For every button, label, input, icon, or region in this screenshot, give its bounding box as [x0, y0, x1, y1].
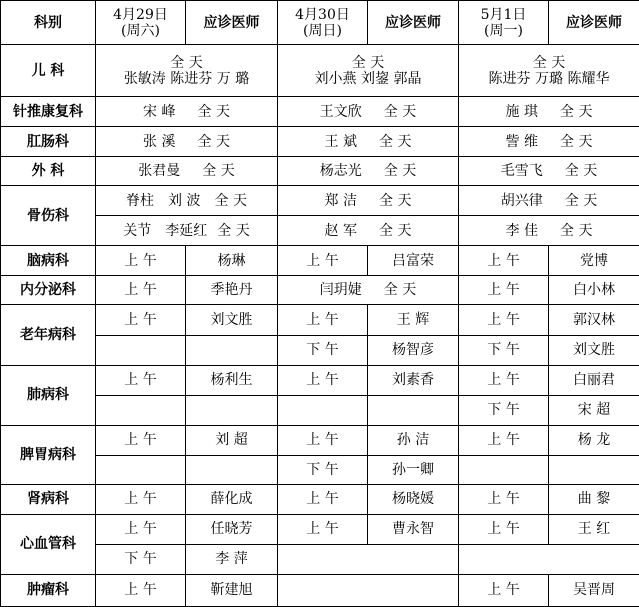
cardio-day1-pm-doctor: 李 萍 [186, 544, 278, 574]
dept-anorectal: 肛肠科 [1, 127, 96, 157]
kidney-day3-time: 上 午 [459, 484, 549, 514]
spleen-day2-doctor: 孙 洁 [368, 425, 459, 455]
spleen-day1-doctor: 刘 超 [186, 425, 278, 455]
dept-tumor: 肿瘤科 [1, 574, 96, 606]
cardio-day1-doctor: 任晓芳 [186, 514, 278, 544]
brain-day1-doctor: 杨琳 [186, 246, 278, 276]
kidney-day2-time: 上 午 [278, 484, 368, 514]
kidney-day1-time: 上 午 [96, 484, 186, 514]
spleen-day3-pm-time [459, 455, 549, 484]
table-row [1, 335, 639, 365]
header-row [1, 1, 639, 45]
brain-day2-time: 上 午 [278, 246, 368, 276]
cardio-day2-doctor: 曹永智 [368, 514, 459, 544]
acupuncture-day1: 宋 峰 全 天 [96, 97, 278, 127]
table-row [1, 514, 639, 544]
lung-day3-doctor: 白丽君 [549, 365, 639, 395]
pediatrics-day3: 全 天 陈进芬 万璐 陈耀华 [459, 45, 639, 97]
dept-geriatric: 老年病科 [1, 305, 96, 365]
dept-endocrine: 内分泌科 [1, 276, 96, 305]
tumor-day1-time: 上 午 [96, 574, 186, 606]
geriatric-day3-pm-doctor: 刘文胜 [549, 335, 639, 365]
geriatric-day1-pm-time [96, 335, 186, 365]
lung-day2-doctor: 刘素香 [368, 365, 459, 395]
brain-day1-time: 上 午 [96, 246, 186, 276]
anorectal-day1: 张 溪 全 天 [96, 127, 278, 157]
table-row [1, 246, 639, 276]
table-row [1, 97, 639, 127]
table-row [1, 484, 639, 514]
endocrine-day3-time: 上 午 [459, 276, 549, 305]
dept-header: 科别 [1, 1, 96, 45]
spleen-day1-pm-time [96, 455, 186, 484]
geriatric-day3-pm-time: 下 午 [459, 335, 549, 365]
table-row [1, 395, 639, 425]
cardio-day3-time: 上 午 [459, 514, 549, 544]
anorectal-day2: 王 斌 全 天 [278, 127, 459, 157]
ortho-day3-row2: 李 佳 全 天 [459, 216, 639, 246]
geriatric-day1-pm-doctor [186, 335, 278, 365]
day1-header: 4月29日 (周六) [96, 1, 186, 45]
dept-spleen: 脾胃病科 [1, 425, 96, 484]
dept-surgery: 外 科 [1, 157, 96, 186]
table-row [1, 276, 639, 305]
spleen-day1-time: 上 午 [96, 425, 186, 455]
lung-day3-time: 上 午 [459, 365, 549, 395]
table-row [1, 216, 639, 246]
lung-day1-pm-time [96, 395, 186, 425]
cardio-day2-time: 上 午 [278, 514, 368, 544]
acupuncture-day3: 施 琪 全 天 [459, 97, 639, 127]
geriatric-day2-time: 上 午 [278, 305, 368, 335]
dept-cardio: 心血管科 [1, 514, 96, 574]
dept-acupuncture: 针推康复科 [1, 97, 96, 127]
geriatric-day1-time: 上 午 [96, 305, 186, 335]
tumor-day2 [278, 574, 459, 606]
table-row [1, 305, 639, 335]
tumor-day3-time: 上 午 [459, 574, 549, 606]
table-row [1, 544, 639, 574]
spleen-day2-time: 上 午 [278, 425, 368, 455]
spleen-day2-pm-doctor: 孙一卿 [368, 455, 459, 484]
table-row [1, 574, 639, 606]
surgery-day1: 张君曼 全 天 [96, 157, 278, 186]
table-row [1, 45, 639, 97]
spleen-day3-time: 上 午 [459, 425, 549, 455]
dept-ortho: 骨伤科 [1, 186, 96, 246]
lung-day2-pm-time [278, 395, 368, 425]
brain-day2-doctor: 吕富荣 [368, 246, 459, 276]
dept-brain: 脑病科 [1, 246, 96, 276]
lung-day3-pm-doctor: 宋 超 [549, 395, 639, 425]
ortho-day2-row1: 郑 洁 全 天 [278, 186, 459, 216]
kidney-day1-doctor: 薛化成 [186, 484, 278, 514]
endocrine-day1-time: 上 午 [96, 276, 186, 305]
pediatrics-day2: 全 天 刘小燕 刘鋆 郭晶 [278, 45, 459, 97]
dept-kidney: 肾病科 [1, 484, 96, 514]
spleen-day3-pm-doctor [549, 455, 639, 484]
table-row [1, 455, 639, 484]
geriatric-day3-time: 上 午 [459, 305, 549, 335]
kidney-day3-doctor: 曲 黎 [549, 484, 639, 514]
endocrine-day3-doctor: 白小林 [549, 276, 639, 305]
tumor-day3-doctor: 吴晋周 [549, 574, 639, 606]
lung-day3-pm-time: 下 午 [459, 395, 549, 425]
cardio-day3-pm [459, 544, 639, 574]
cardio-day1-pm-time: 下 午 [96, 544, 186, 574]
table-row [1, 127, 639, 157]
ortho-day1-joint: 关节 李延红 全 天 [96, 216, 278, 246]
anorectal-day3: 訾 维 全 天 [459, 127, 639, 157]
cardio-day2-pm [278, 544, 459, 574]
surgery-day2: 杨志光 全 天 [278, 157, 459, 186]
lung-day2-pm-doctor [368, 395, 459, 425]
day2-doctor-header: 应诊医师 [368, 1, 459, 45]
cardio-day3-doctor: 王 红 [549, 514, 639, 544]
spleen-day2-pm-time: 下 午 [278, 455, 368, 484]
kidney-day2-doctor: 杨晓媛 [368, 484, 459, 514]
dept-lung: 肺病科 [1, 365, 96, 425]
lung-day1-doctor: 杨利生 [186, 365, 278, 395]
lung-day1-time: 上 午 [96, 365, 186, 395]
acupuncture-day2: 王文欣 全 天 [278, 97, 459, 127]
brain-day3-doctor: 党博 [549, 246, 639, 276]
surgery-day3: 毛雪飞 全 天 [459, 157, 639, 186]
spleen-day3-doctor: 杨 龙 [549, 425, 639, 455]
tumor-day1-doctor: 靳建旭 [186, 574, 278, 606]
lung-day2-time: 上 午 [278, 365, 368, 395]
geriatric-day2-pm-doctor: 杨智彦 [368, 335, 459, 365]
spleen-day1-pm-doctor [186, 455, 278, 484]
dept-pediatrics: 儿 科 [1, 45, 96, 97]
geriatric-day2-doctor: 王 辉 [368, 305, 459, 335]
table-row [1, 425, 639, 455]
day3-header: 5月1日 (周一) [459, 1, 549, 45]
table-row [1, 365, 639, 395]
lung-day1-pm-doctor [186, 395, 278, 425]
cardio-day1-time: 上 午 [96, 514, 186, 544]
table-row [1, 186, 639, 216]
geriatric-day3-doctor: 郭汉林 [549, 305, 639, 335]
day1-doctor-header: 应诊医师 [186, 1, 278, 45]
geriatric-day2-pm-time: 下 午 [278, 335, 368, 365]
day3-doctor-header: 应诊医师 [549, 1, 639, 45]
table-row [1, 157, 639, 186]
geriatric-day1-doctor: 刘文胜 [186, 305, 278, 335]
ortho-day3-row1: 胡兴律 全 天 [459, 186, 639, 216]
endocrine-day2: 闫玥婕 全 天 [278, 276, 459, 305]
endocrine-day1-doctor: 季艳丹 [186, 276, 278, 305]
pediatrics-day1: 全 天 张敏涛 陈进芬 万 璐 [96, 45, 278, 97]
ortho-day2-row2: 赵 军 全 天 [278, 216, 459, 246]
day2-header: 4月30日 (周日) [278, 1, 368, 45]
brain-day3-time: 上 午 [459, 246, 549, 276]
ortho-day1-spine: 脊柱 刘 波 全 天 [96, 186, 278, 216]
